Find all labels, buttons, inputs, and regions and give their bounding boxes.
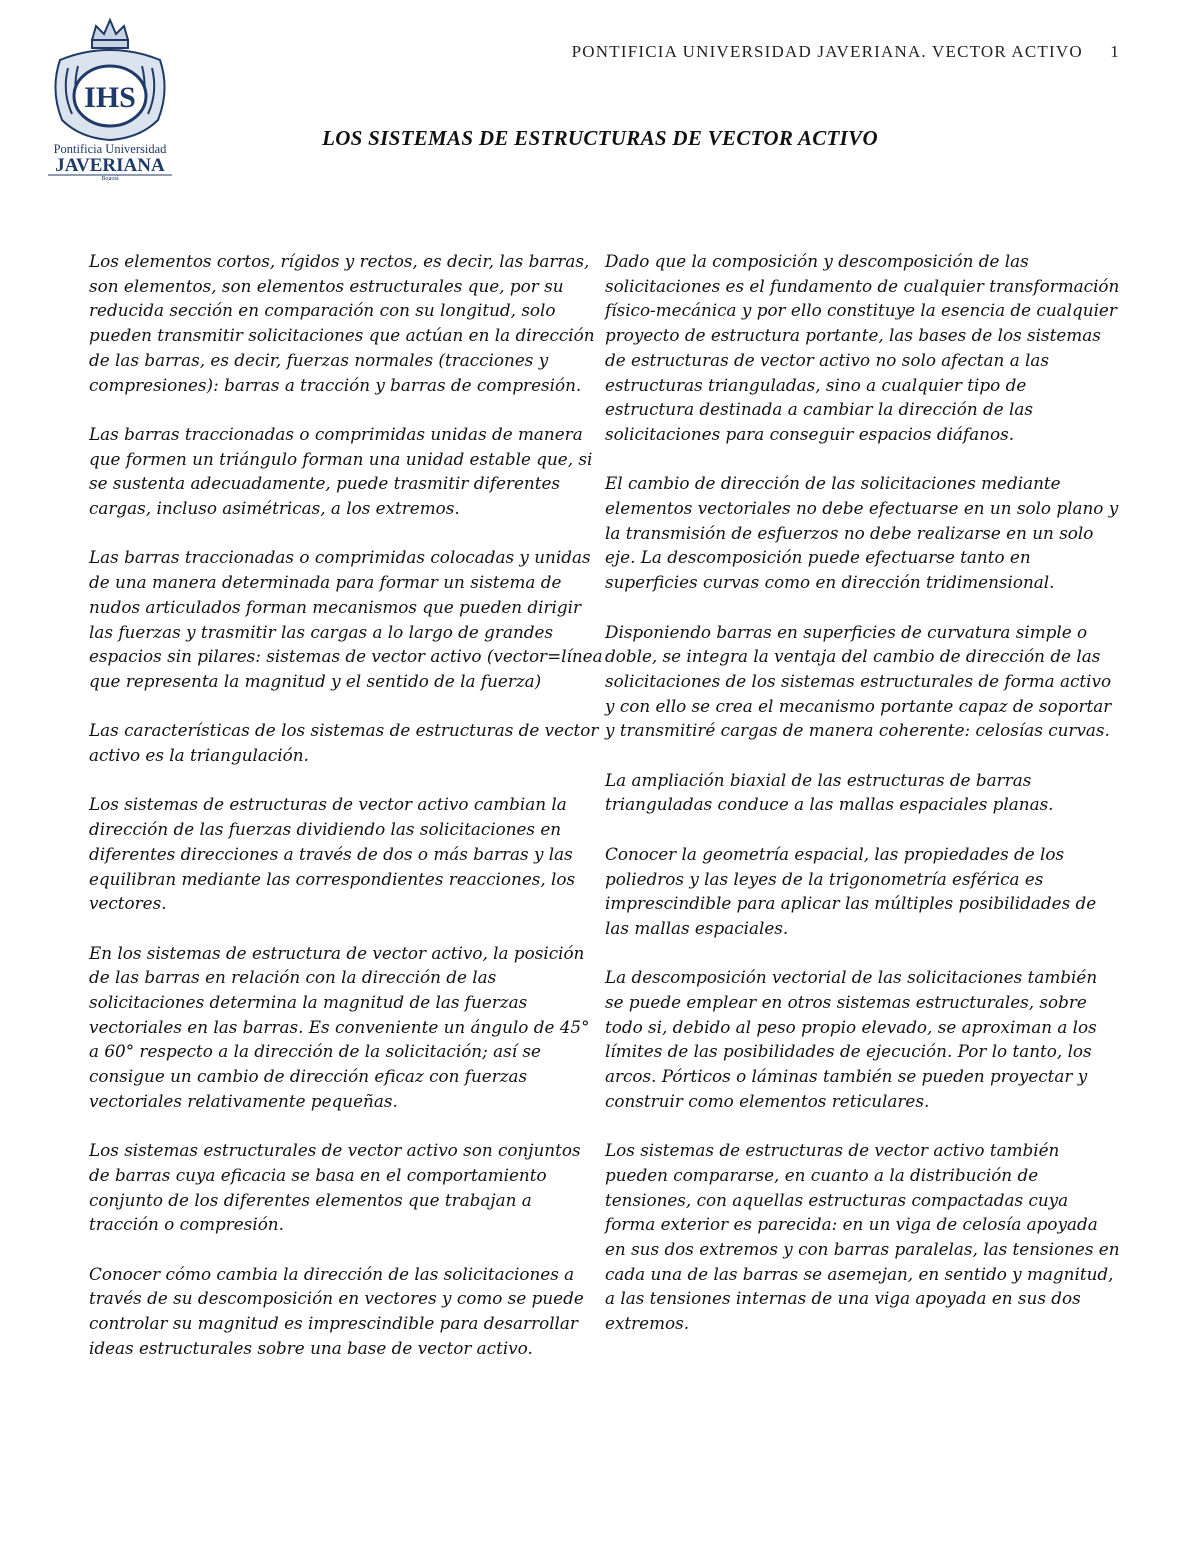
paragraph: En los sistemas de estructura de vector activo, la posición de las barras en relación con la dirección de las solicitaciones determina la magnitud de las fuerzas vectoriales en las barras. Es conveniente un ángulo de 45° a 60° respecto a la dirección de la solicitación; así se consigue un cambio de dirección eficaz con fuerzas vectoriales relativamente pequeñas. [89,942,590,1111]
paragraph: Las barras traccionadas o comprimidas colocadas y unidas de una manera determinada para formar un sistema de nudos articulados forman mecanismos que pueden dirigir las fuerzas y trasmitir las cargas a lo largo de grandes espacios sin pilares: sistemas de vector activo (vector=línea que representa la magnitud y el sentido de la fuerza) [89,547,603,691]
paragraph: Conocer cómo cambia la dirección de las solicitaciones a través de su descomposición en vectores y como se puede controlar su magnitud es imprescindible para desarrollar ideas estructurales sobre una base de vector activo. [89,1263,584,1358]
svg-text:Bogotá: Bogotá [101,176,119,180]
university-logo [40,10,180,180]
paragraph: Disponiendo barras en superficies de curvatura simple o doble, se integra la ventaja del cambio de dirección de las solicitaciones de los sistemas estructurales de forma activo y con ello se crea el mecanismo portante capaz de soportar y transmitiré cargas de manera coherente: celosías curvas. [605,621,1112,741]
paragraph: El cambio de dirección de las solicitaciones mediante elementos vectoriales no debe efectuarse en un solo plano y la transmisión de esfuerzos no debe realizarse en un solo eje. La descomposición puede efectuarse tanto en superficies curvas como en dirección tridimensional. [605,473,1119,593]
svg-text:Pontificia Universidad: Pontificia Universidad [53,142,167,156]
paragraph: La descomposición vectorial de las solicitaciones también se puede emplear en otros sistemas estructurales, sobre todo si, debido al peso propio elevado, se aproximan a los límites de las posibilidades de ejecución. Por lo tanto, los arcos. Pórticos o láminas también se pueden proyectar y construir como elementos reticulares. [605,967,1098,1111]
svg-text:JAVERIANA: JAVERIANA [55,155,165,176]
paragraph: Dado que la composición y descomposición de las solicitaciones es el fundamento de cualquier transformación físico-mecánica y por ello constituye la esencia de cualquier proyecto de estructura portante, las bases de los sistemas de estructuras de vector activo no solo afectan a las estructuras trianguladas, sino a cualquier tipo de estructura destinada a cambiar la dirección de las solicitaciones para conseguir espacios diáfanos. [605,251,1120,444]
paragraph: Conocer la geometría espacial, las propiedades de los poliedros y las leyes de la trigonometría esférica es imprescindible para aplicar las múltiples posibilidades de las mallas espaciales. [605,843,1097,938]
paragraph: Los sistemas de estructuras de vector activo cambian la dirección de las fuerzas dividiendo las solicitaciones en diferentes direcciones a través de dos o más barras y las equilibran mediante las correspondientes reacciones, los vectores. [89,794,576,914]
paragraph: Las características de los sistemas de estructuras de vector activo es la triangulación. [89,720,599,766]
running-title: PONTIFICIA UNIVERSIDAD JAVERIANA. VECTOR ACTIVO [571,42,1083,61]
left-column [89,249,604,1385]
page-number: 1 [1110,42,1120,61]
paragraph: Las barras traccionadas o comprimidas unidas de manera que formen un triángulo forman una unidad estable que, si se sustenta adecuadamente, puede trasmitir diferentes cargas, incluso asimétricas, a los extremos. [89,423,593,519]
svg-text:IHS: IHS [84,81,136,114]
paragraph: Los elementos cortos, rígidos y rectos, es decir, las barras, son elementos, son elementos estructurales que, por su reducida sección en comparación con su longitud, solo pueden transmitir solicitaciones que actúan en la dirección de las barras, es decir, fuerzas normales (tracciones y compresiones): barras a tracción y barras de compresión. [89,251,595,395]
paragraph: La ampliación biaxial de las estructuras de barras trianguladas conduce a las mallas espaciales planas. [605,769,1054,815]
paragraph: Los sistemas de estructuras de vector activo también pueden compararse, en cuanto a la distribución de tensiones, con aquellas estructuras compactadas cuya forma exterior es parecida: en un viga de celosía apoyada en sus dos extremos y con barras paralelas, las tensiones en cada una de las barras se asemejan, en sentido y magnitud, a las tensiones internas de una viga apoyada en sus dos extremos. [605,1140,1120,1334]
right-column [605,249,1120,1361]
javeriana-crest-icon [40,10,180,180]
paragraph: Los sistemas estructurales de vector activo son conjuntos de barras cuya eficacia se basa en el comportamiento conjunto de los diferentes elementos que trabajan a tracción o compresión. [89,1140,581,1235]
running-header [520,42,1120,62]
page-title: LOS SISTEMAS DE ESTRUCTURAS DE VECTOR ACTIVO [322,126,878,150]
